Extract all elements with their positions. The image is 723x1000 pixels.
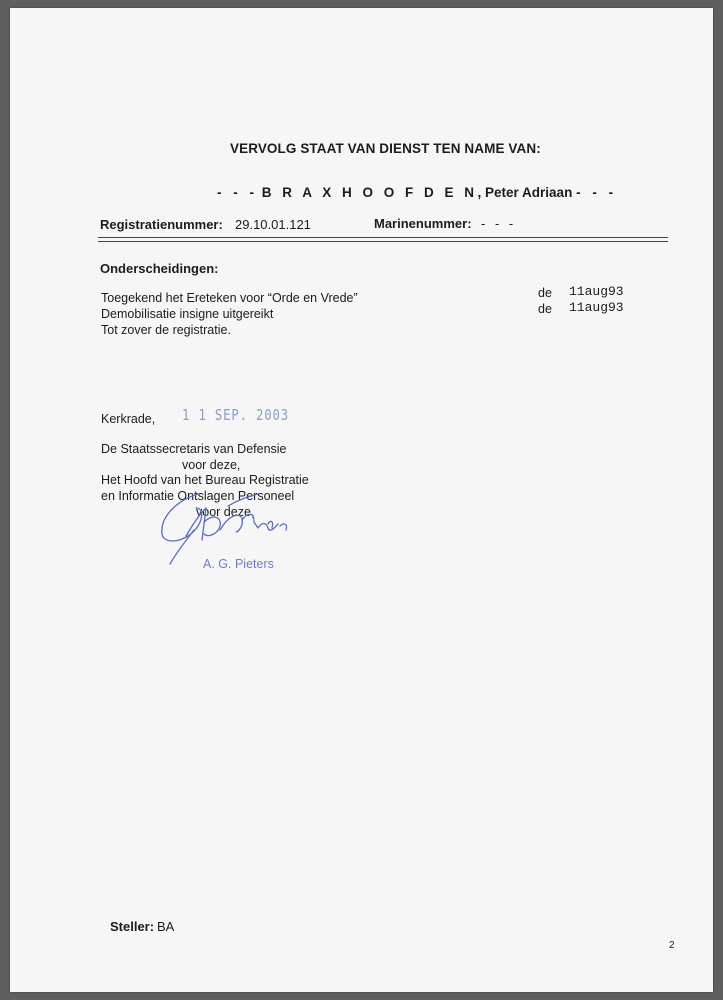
surname: B R A X H O O F D E N	[261, 185, 478, 200]
distinction-line: Toegekend het Ereteken voor “Orde en Vrede”	[101, 291, 358, 305]
person-name-line	[217, 185, 617, 200]
page-number: 2	[669, 940, 675, 951]
header-divider-bottom	[98, 241, 668, 242]
signoff-line: en Informatie Ontslagen Personeel	[101, 489, 295, 503]
distinctions-label: Onderscheidingen:	[100, 261, 219, 276]
distinction-date: 11aug93	[569, 284, 624, 299]
date-stamp: 1 1 SEP. 2003	[182, 406, 289, 424]
signoff-line: voor deze,	[182, 458, 241, 472]
marine-number-value: - - -	[481, 216, 517, 231]
registration-value: 29.10.01.121	[235, 217, 311, 232]
distinction-line: Demobilisatie insigne uitgereikt	[101, 307, 274, 321]
steller-label: Steller:	[110, 919, 155, 934]
given-names: , Peter Adriaan	[477, 185, 573, 200]
distinction-date: 11aug93	[569, 300, 624, 315]
header-divider-top	[98, 237, 668, 238]
distinction-line: Tot zover de registratie.	[101, 323, 231, 337]
document-title: VERVOLG STAAT VAN DIENST TEN NAME VAN:	[230, 141, 541, 156]
name-prefix: - - -	[217, 185, 258, 200]
name-suffix: - - -	[576, 185, 618, 200]
document-page	[10, 8, 713, 992]
date-prefix: de	[538, 302, 552, 316]
handwritten-signature	[158, 486, 293, 568]
registration-label: Registratienummer:	[100, 217, 223, 232]
steller-value: BA	[157, 919, 175, 934]
signer-name: A. G. Pieters	[203, 557, 274, 571]
marine-number-label: Marinenummer:	[374, 216, 472, 231]
place-name: Kerkrade,	[101, 412, 156, 426]
date-prefix: de	[538, 286, 552, 300]
signoff-line: De Staatssecretaris van Defensie	[101, 442, 287, 456]
signoff-line: Het Hoofd van het Bureau Registratie	[101, 473, 309, 487]
signoff-line: voor deze,	[196, 505, 255, 519]
